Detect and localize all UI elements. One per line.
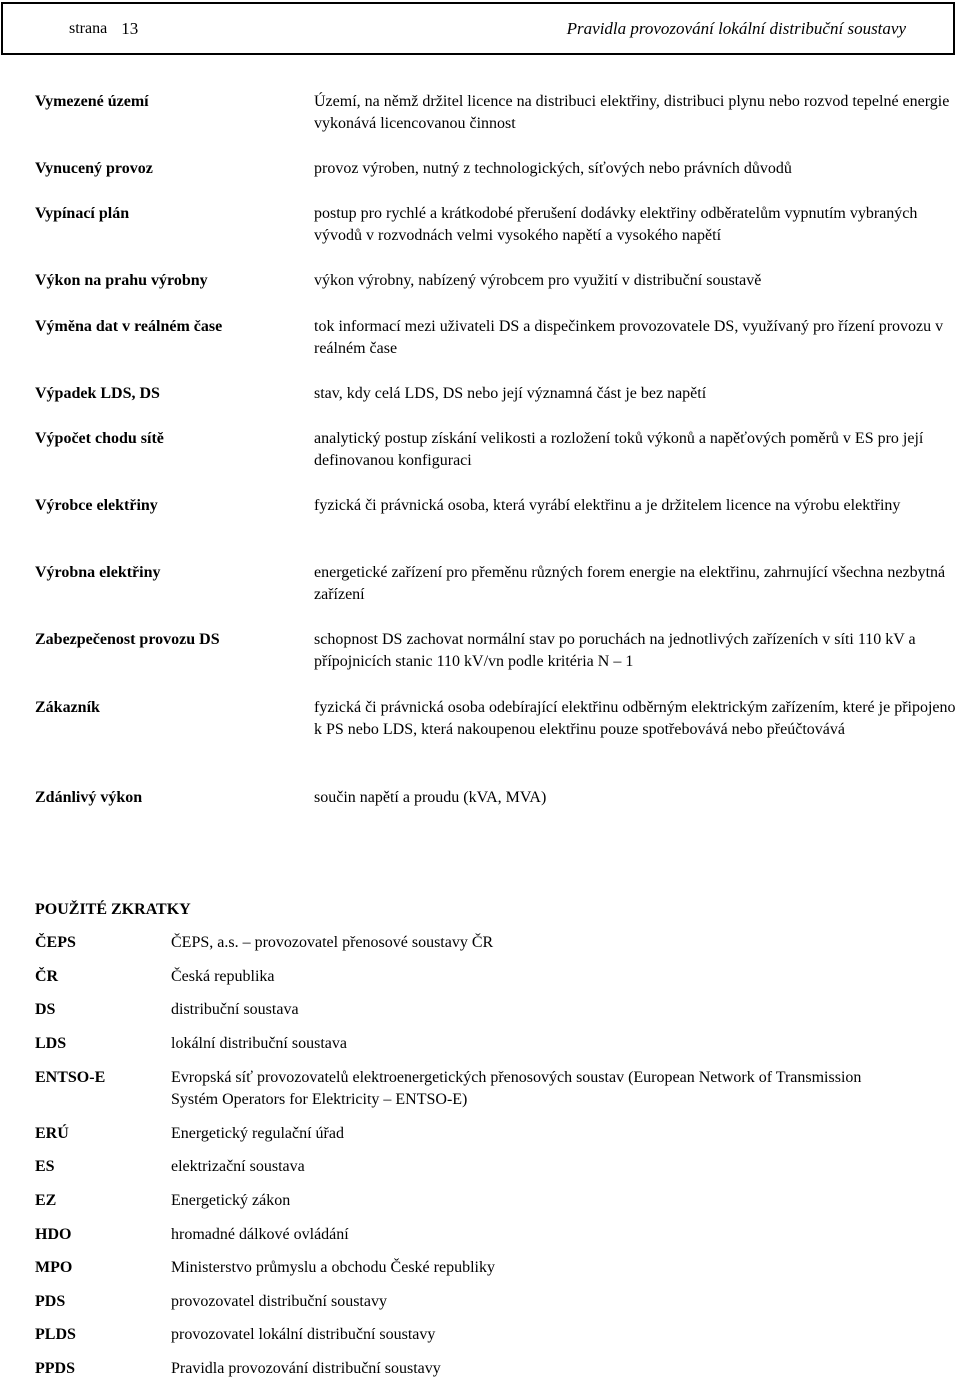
definition-text: analytický postup získání velikosti a rozložení toků výkonů a napěťových poměrů v ES pro její definovanou konfiguraci (314, 430, 924, 469)
abbreviation-meaning: distribuční soustava (171, 1001, 299, 1018)
abbreviations-title: POUŽITÉ ZKRATKY (35, 901, 191, 918)
definition-term: Výpočet chodu sítě (35, 430, 164, 447)
abbreviation-key: HDO (35, 1226, 72, 1243)
definition-term: Zákazník (35, 699, 100, 716)
abbreviation-meaning: Energetický regulační úřad (171, 1125, 344, 1142)
abbreviation-meaning: provozovatel distribuční soustavy (171, 1293, 387, 1310)
abbreviation-key: PDS (35, 1293, 66, 1310)
definition-text: fyzická či právnická osoba odebírající elektřinu odběrným elektrickým zařízením, které je připojeno k PS nebo LDS, která nakoupenou elektřinu pouze spotřebovává nebo přeúčtovává (314, 699, 956, 738)
definition-term: Výměna dat v reálném čase (35, 318, 223, 335)
page-header (1, 2, 955, 55)
definition-text: postup pro rychlé a krátkodobé přerušení dodávky elektřiny odběratelům vypnutím vybraných vývodů v rozvodnách velmi vysokého napětí a vysokého napětí (314, 205, 918, 244)
definition-text: součin napětí a proudu (kVA, MVA) (314, 789, 547, 806)
definition-text: provoz výroben, nutný z technologických, síťových nebo právních důvodů (314, 160, 792, 177)
abbreviation-meaning: ČEPS, a.s. – provozovatel přenosové soustavy ČR (171, 934, 494, 951)
definition-term: Výkon na prahu výrobny (35, 272, 208, 289)
definition-term: Zdánlivý výkon (35, 789, 143, 806)
abbreviation-key: MPO (35, 1259, 73, 1276)
abbreviation-meaning: Evropská síť provozovatelů elektroenergetických přenosových soustav (European Network of Transmission Systém Operators for Elektricity – ENTSO-E) (171, 1069, 862, 1108)
abbreviation-meaning: Energetický zákon (171, 1192, 291, 1209)
definition-term: Výpadek LDS, DS (35, 385, 160, 402)
document-title: Pravidla provozování lokální distribuční soustavy (566, 18, 906, 38)
abbreviation-meaning: hromadné dálkové ovládání (171, 1226, 349, 1243)
definition-text: fyzická či právnická osoba, která vyrábí elektřinu a je držitelem licence na výrobu elektřiny (314, 497, 901, 514)
definition-term: Výrobna elektřiny (35, 564, 161, 581)
definition-text: Území, na němž držitel licence na distribuci elektřiny, distribuci plynu nebo rozvod tepelné energie vykonává licencovanou činnost (314, 93, 950, 132)
abbreviation-key: PPDS (35, 1360, 75, 1377)
definition-term: Vypínací plán (35, 205, 130, 222)
abbreviation-key: EZ (35, 1192, 57, 1209)
page-label: strana (69, 19, 108, 37)
abbreviation-key: LDS (35, 1035, 67, 1052)
abbreviation-key: DS (35, 1001, 56, 1018)
abbreviation-key: ČEPS (35, 934, 76, 951)
abbreviation-key: ERÚ (35, 1125, 69, 1142)
abbreviation-meaning: Pravidla provozování distribuční soustavy (171, 1360, 441, 1377)
abbreviation-key: ENTSO-E (35, 1069, 106, 1086)
abbreviation-meaning: Ministerstvo průmyslu a obchodu České republiky (171, 1259, 495, 1276)
definition-term: Zabezpečenost provozu DS (35, 631, 220, 648)
definition-text: tok informací mezi uživateli DS a dispečinkem provozovatele DS, využívaný pro řízení provozu v reálném čase (314, 318, 944, 357)
page-number: 13 (121, 18, 139, 38)
definition-text: výkon výrobny, nabízený výrobcem pro využití v distribuční soustavě (314, 272, 762, 289)
abbreviation-meaning: lokální distribuční soustava (171, 1035, 347, 1052)
definition-text: energetické zařízení pro přeměnu různých forem energie na elektřinu, zahrnující všechna nezbytná zařízení (314, 564, 946, 603)
abbreviation-key: ČR (35, 968, 59, 985)
definition-term: Vynucený provoz (35, 160, 153, 177)
definition-text: schopnost DS zachovat normální stav po poruchách na jednotlivých zařízeních v síti 110 kV a přípojnicích stanic 110 kV/vn podle kritéria N – 1 (314, 631, 916, 670)
abbreviation-key: PLDS (35, 1326, 76, 1343)
definition-text: stav, kdy celá LDS, DS nebo její významná část je bez napětí (314, 385, 707, 402)
abbreviation-meaning: Česká republika (171, 968, 275, 985)
abbreviation-key: ES (35, 1158, 55, 1175)
abbreviation-meaning: provozovatel lokální distribuční soustavy (171, 1326, 436, 1343)
abbreviation-meaning: elektrizační soustava (171, 1158, 305, 1175)
definition-term: Vymezené území (35, 93, 149, 110)
definition-term: Výrobce elektřiny (35, 497, 158, 514)
